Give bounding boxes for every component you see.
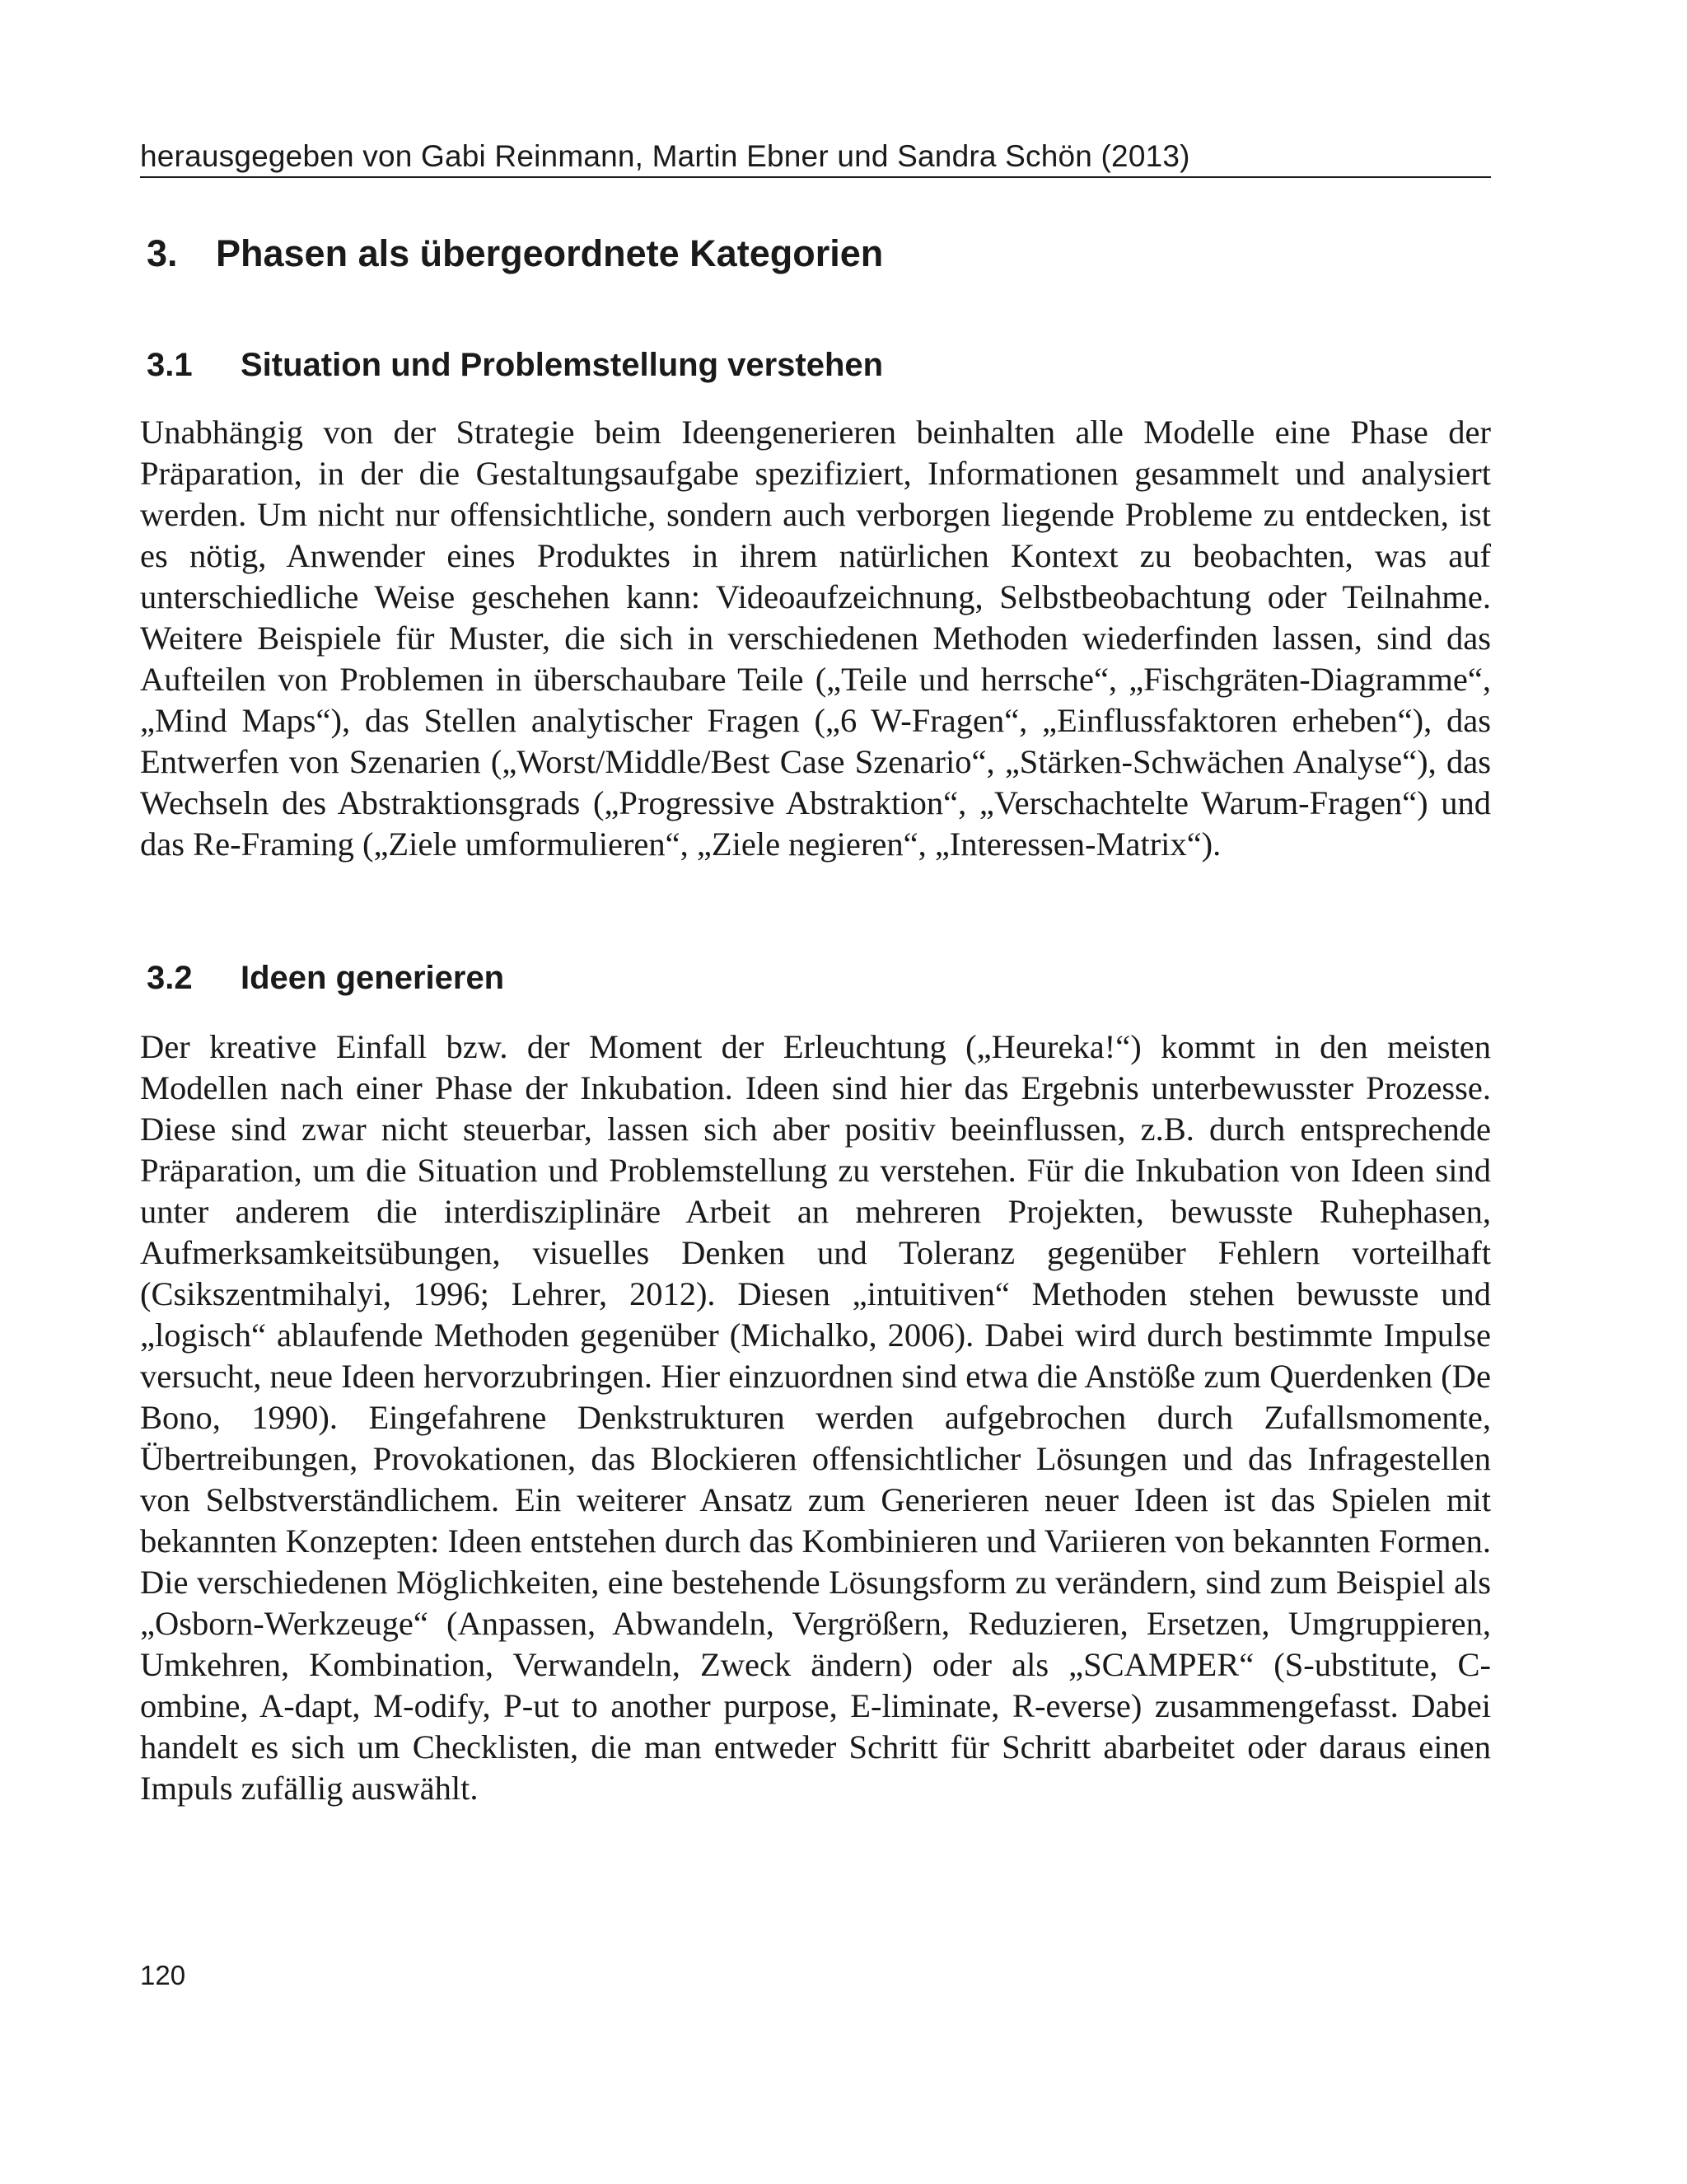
section-number: 3.1 — [147, 347, 193, 383]
section-heading-3-2 — [147, 956, 504, 1000]
section-title: Ideen generieren — [241, 960, 505, 996]
chapter-number: 3. — [147, 232, 178, 274]
section-3-2-paragraph: Der kreative Einfall bzw. der Moment der Erleuchtung („Heureka!“) kommt in den meisten Modellen nach einer Phase der Inkubation. Ideen sind hier das Ergebnis unterbewusster Prozesse. Diese sind zwar nicht steuerbar, lassen sich aber positiv beeinflussen, z.B. durch entsprechende Präparation, um die Situation und Problemstellung zu verstehen. Für die Inkubation von Ideen sind unter anderem die interdisziplinäre Arbeit an mehreren Projekten, bewusste Ruhephasen, Aufmerksamkeitsübungen, visuelles Denken und Toleranz gegenüber Fehlern vorteilhaft (Csikszentmihalyi, 1996; Lehrer, 2012). Diesen „intuitiven“ Methoden stehen bewusste und „logisch“ ablaufende Methoden gegenüber (Michalko, 2006). Dabei wird durch bestimmte Impulse versucht, neue Ideen hervorzubringen. Hier einzuordnen sind etwa die Anstöße zum Querdenken (De Bono, 1990). Eingefahrene Denkstrukturen werden aufgebrochen durch Zufallsmomente, Übertreibungen, Provokationen, das Blockieren offensichtlicher Lösungen und das Infragestellen von Selbstverständlichem. Ein weiterer Ansatz zum Generieren neuer Ideen ist das Spielen mit bekannten Konzepten: Ideen entstehen durch das Kombinieren und Variieren von bekannten Formen. Die verschiedenen Möglichkeiten, eine bestehende Lösungsform zu verändern, sind zum Beispiel als „Osborn-Werkzeuge“ (Anpassen, Abwandeln, Vergrößern, Reduzieren, Ersetzen, Umgruppieren, Umkehren, Kombination, Verwandeln, Zweck ändern) oder als „SCAMPER“ (S-ubstitute, C-ombine, A-dapt, M-odify, P-ut to another purpose, E-liminate, R-everse) zusammengefasst. Dabei handelt es sich um Checklisten, die man entweder Schritt für Schritt abarbeitet oder daraus einen Impuls zufällig auswählt. — [140, 1028, 1491, 1807]
section-number: 3.2 — [147, 960, 193, 996]
chapter-heading — [147, 229, 883, 278]
section-heading-3-1 — [147, 343, 883, 387]
section-3-1-paragraph: Unabhängig von der Strategie beim Ideengenerieren beinhalten alle Modelle eine Phase der Präparation, in der die Gestaltungsaufgabe spezifiziert, Informationen gesammelt und analysiert werden. Um nicht nur offensichtliche, sondern auch verborgen liegende Probleme zu entdecken, ist es nötig, Anwender eines Produktes in ihrem natürlichen Kontext zu beobachten, was auf unterschiedliche Weise geschehen kann: Videoaufzeichnung, Selbstbeobachtung oder Teilnahme. Weitere Beispiele für Muster, die sich in verschiedenen Methoden wiederfinden lassen, sind das Aufteilen von Problemen in überschaubare Teile („Teile und herrsche“, „Fischgräten-Diagramme“, „Mind Maps“), das Stellen analytischer Fragen („6 W-Fragen“, „Einflussfaktoren erheben“), das Entwerfen von Szenarien („Worst/Middle/Best Case Szenario“, „Stärken-Schwächen Analyse“), das Wechseln des Abstraktionsgrads („Progressive Abstraktion“, „Verschachtelte Warum-Fragen“) und das Re-Framing („Ziele umformulieren“, „Ziele negieren“, „Interessen-Matrix“). — [140, 414, 1491, 863]
header-rule — [140, 176, 1491, 178]
running-header: herausgegeben von Gabi Reinmann, Martin Ebner und Sandra Schön (2013) — [140, 139, 1190, 173]
chapter-title: Phasen als übergeordnete Kategorien — [216, 232, 884, 274]
section-title: Situation und Problemstellung verstehen — [241, 347, 884, 383]
page-number: 120 — [140, 1960, 186, 1990]
